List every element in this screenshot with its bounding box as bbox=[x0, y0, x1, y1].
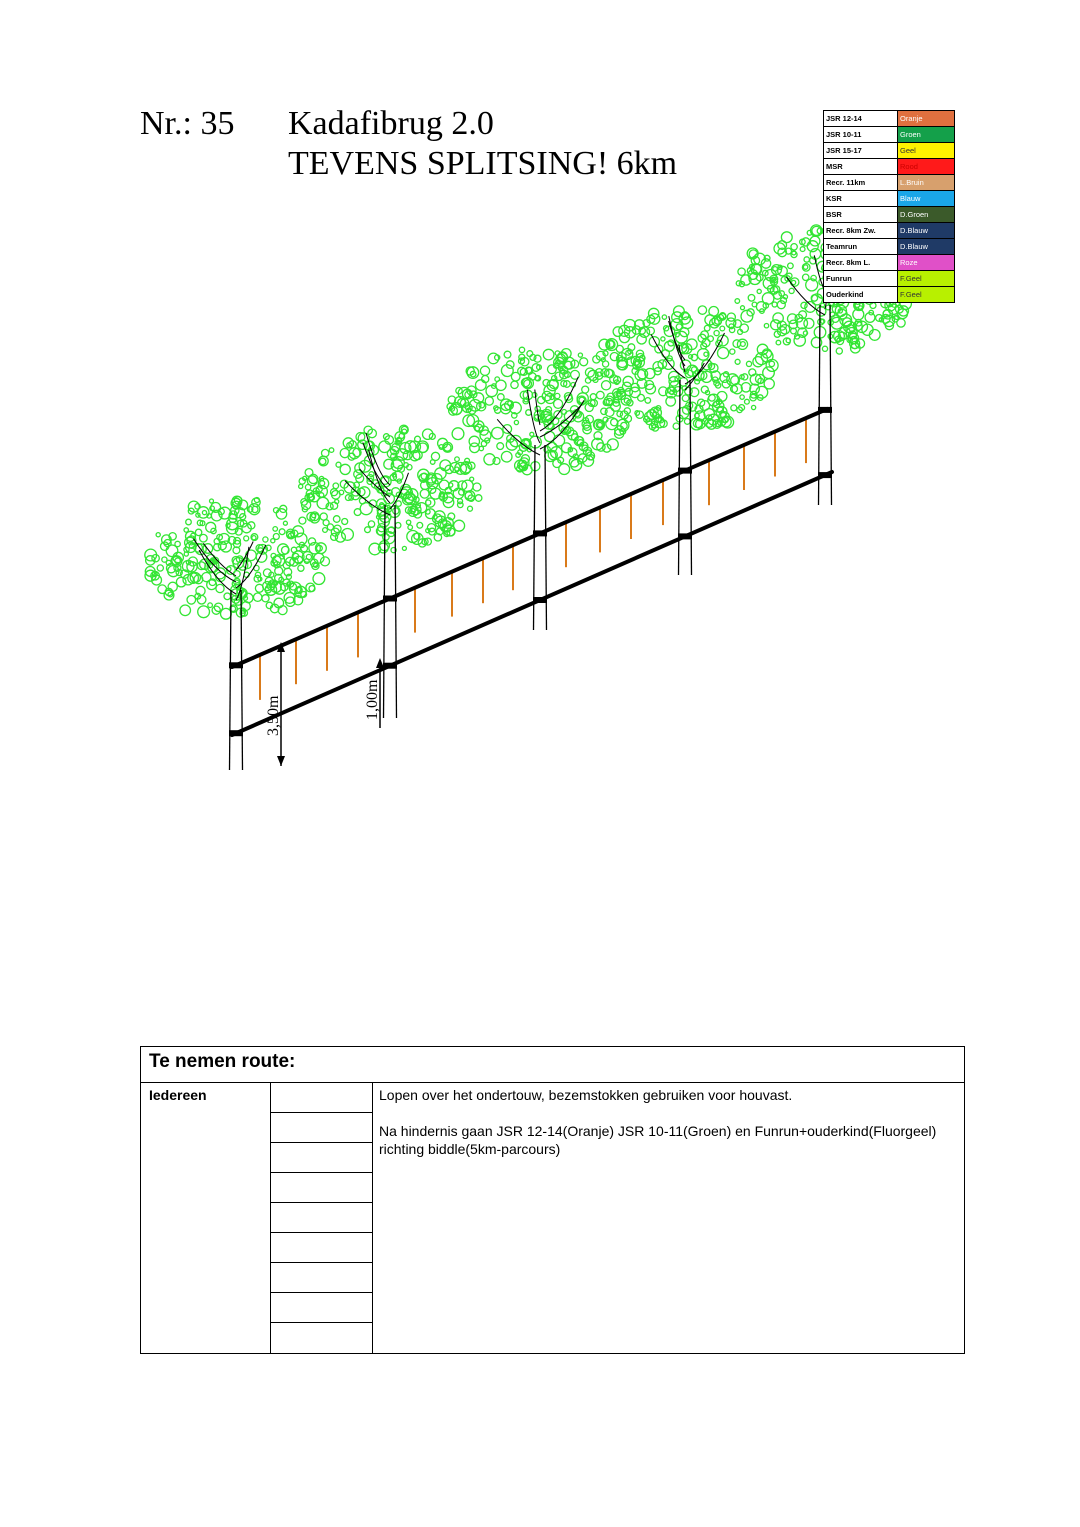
legend-color-name: Rood bbox=[898, 159, 955, 175]
legend-row bbox=[824, 191, 955, 207]
route-checkbox bbox=[271, 1203, 372, 1233]
legend-route-code: Recr. 11km bbox=[824, 175, 898, 191]
route-description-line-2: Na hindernis gaan JSR 12-14(Oranje) JSR 10-11(Groen) en Funrun+ouderkind(Fluorgeel) richting biddle(5km-parcours) bbox=[379, 1123, 937, 1157]
legend-color-name: Geel bbox=[898, 143, 955, 159]
obstacle-subtitle: TEVENS SPLITSING! 6km bbox=[288, 145, 678, 182]
legend-color-name: D.Groen bbox=[898, 207, 955, 223]
route-checkbox-column bbox=[271, 1083, 373, 1354]
legend-color-name: Groen bbox=[898, 127, 955, 143]
legend-route-code: KSR bbox=[824, 191, 898, 207]
legend-row bbox=[824, 287, 955, 303]
obstacle-title: Kadafibrug 2.0 bbox=[288, 105, 494, 142]
legend-row bbox=[824, 127, 955, 143]
height-marker-upper bbox=[265, 642, 285, 766]
legend-color-name: D.Blauw bbox=[898, 223, 955, 239]
legend-route-code: Recr. 8km L. bbox=[824, 255, 898, 271]
route-checkbox bbox=[271, 1263, 372, 1293]
rope-knot bbox=[229, 730, 243, 736]
legend-color-name: L.Bruin bbox=[898, 175, 955, 191]
legend-color-name: F.Geel bbox=[898, 271, 955, 287]
route-table bbox=[140, 1046, 965, 1354]
route-table-header: Te nemen route: bbox=[141, 1047, 965, 1083]
rope-knot bbox=[383, 596, 397, 602]
legend-row bbox=[824, 143, 955, 159]
legend-route-code: Funrun bbox=[824, 271, 898, 287]
legend-color-name: D.Blauw bbox=[898, 239, 955, 255]
rope-knot bbox=[678, 468, 692, 474]
lower-rope bbox=[232, 472, 832, 735]
legend-route-code: Recr. 8km Zw. bbox=[824, 223, 898, 239]
rope-knot bbox=[533, 530, 547, 536]
legend-route-code: JSR 12-14 bbox=[824, 111, 898, 127]
rope-knot bbox=[818, 472, 832, 478]
legend-color-name: Roze bbox=[898, 255, 955, 271]
height-lower-label: 1,00m bbox=[364, 679, 381, 720]
legend-color-name: Oranje bbox=[898, 111, 955, 127]
rope-knots bbox=[229, 407, 832, 736]
legend-color-name: F.Geel bbox=[898, 287, 955, 303]
obstacle-number: Nr.: 35 bbox=[140, 105, 235, 142]
legend-row bbox=[824, 207, 955, 223]
tree bbox=[145, 496, 330, 770]
broom-sticks bbox=[260, 418, 806, 700]
rope-knot bbox=[533, 597, 547, 603]
route-checkbox bbox=[271, 1113, 372, 1143]
legend-route-code: JSR 15-17 bbox=[824, 143, 898, 159]
legend-row bbox=[824, 159, 955, 175]
legend-route-code: MSR bbox=[824, 159, 898, 175]
legend-route-code: Ouderkind bbox=[824, 287, 898, 303]
legend-color-name: Blauw bbox=[898, 191, 955, 207]
route-checkbox bbox=[271, 1233, 372, 1263]
route-description bbox=[373, 1083, 965, 1354]
legend-row bbox=[824, 239, 955, 255]
rope-knot bbox=[678, 533, 692, 539]
rope-knot bbox=[818, 407, 832, 413]
route-checkbox bbox=[271, 1173, 372, 1203]
legend-route-code: JSR 10-11 bbox=[824, 127, 898, 143]
legend-row bbox=[824, 255, 955, 271]
legend-row bbox=[824, 223, 955, 239]
route-color-legend bbox=[823, 110, 955, 303]
rope-knot bbox=[229, 662, 243, 668]
route-checkbox bbox=[271, 1293, 372, 1323]
route-group-label: Iedereen bbox=[141, 1083, 271, 1354]
rope-knot bbox=[383, 663, 397, 669]
legend-row bbox=[824, 175, 955, 191]
route-checkbox bbox=[271, 1323, 372, 1353]
height-upper-label: 3,50m bbox=[265, 695, 282, 736]
route-checkbox bbox=[271, 1143, 372, 1173]
route-checkbox bbox=[271, 1083, 372, 1113]
legend-route-code: BSR bbox=[824, 207, 898, 223]
route-description-line-1: Lopen over het ondertouw, bezemstokken gebruiken voor houvast. bbox=[379, 1087, 793, 1103]
legend-row bbox=[824, 271, 955, 287]
legend-row bbox=[824, 111, 955, 127]
legend-route-code: Teamrun bbox=[824, 239, 898, 255]
